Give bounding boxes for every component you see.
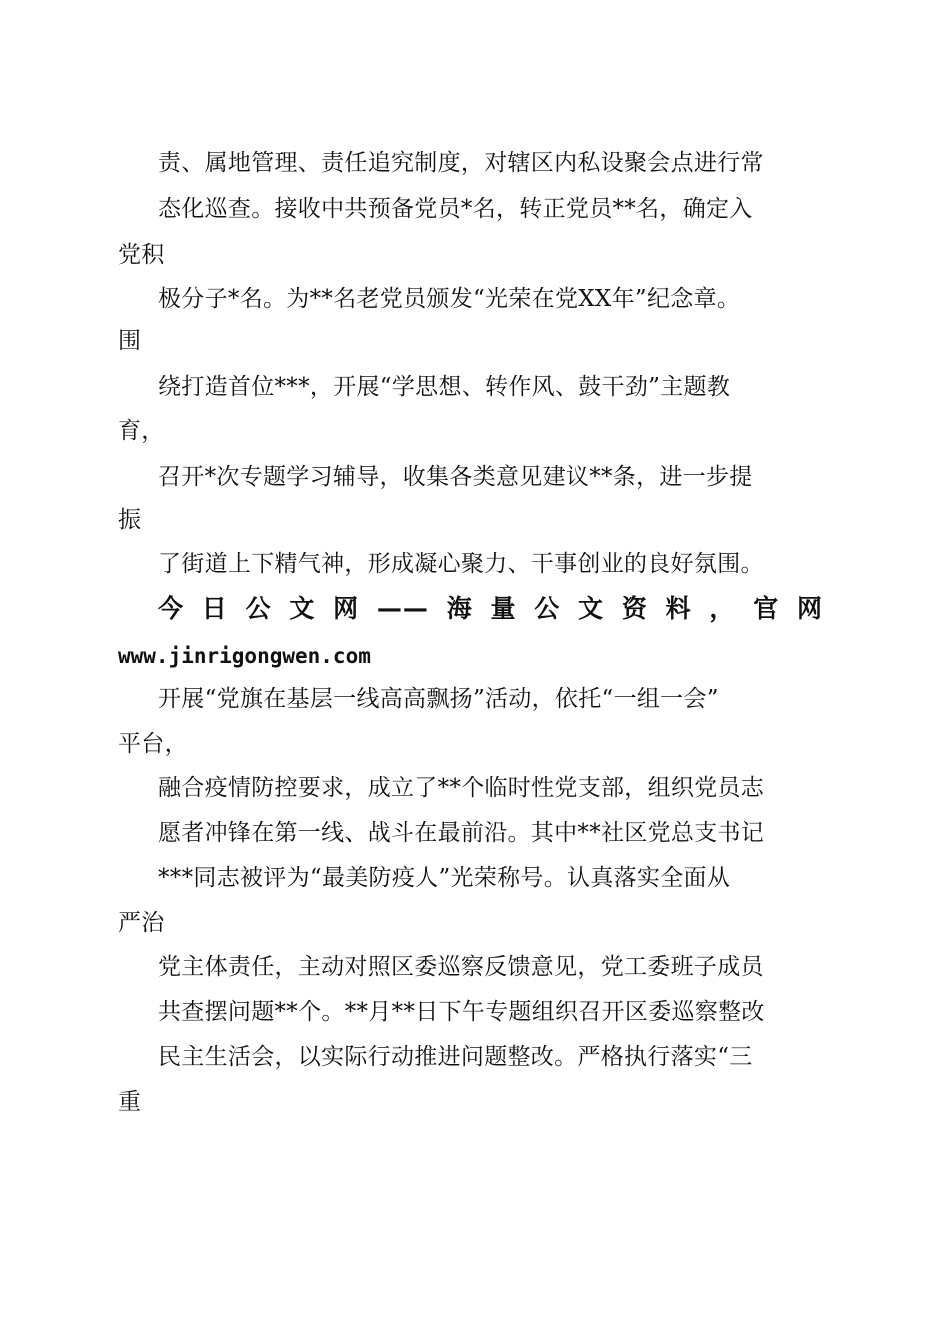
text-line: 民主生活会，以实际行动推进问题整改。严格执行落实“三 <box>158 1044 753 1070</box>
banner-url[interactable]: www.jinrigongwen.com <box>118 644 371 668</box>
text-line: 极分子*名。为**名老党员颁发“光荣在党XX年”纪念章。 <box>158 286 741 312</box>
text-line: 严治 <box>118 910 165 936</box>
text-line: 责、属地管理、责任追究制度，对辖区内私设聚会点进行常 <box>158 150 764 176</box>
text-line: 党积 <box>118 242 165 268</box>
text-line: 愿者冲锋在第一线、战斗在最前沿。其中**社区党总支书记 <box>158 820 765 846</box>
text-line: 召开*次专题学习辅导，收集各类意见建议**条，进一步提 <box>158 464 753 490</box>
text-line: 态化巡查。接收中共预备党员*名，转正党员**名，确定入 <box>158 196 753 222</box>
text-line: 开展“党旗在基层一线高高飘扬”活动，依托“一组一会” <box>158 686 719 712</box>
text-line: ***同志被评为“最美防疫人”光荣称号。认真落实全面从 <box>158 865 731 891</box>
text-line: 围 <box>118 328 142 354</box>
text-line: 融合疫情防控要求，成立了**个临时性党支部，组织党员志 <box>158 775 765 801</box>
text-line: 重 <box>118 1089 142 1115</box>
text-line: 了街道上下精气神，形成凝心聚力、干事创业的良好氛围。 <box>158 551 764 577</box>
banner-title: 今日公文网——海量公文资料，官网 <box>158 594 823 623</box>
text-line: 共查摆问题**个。**月**日下午专题组织召开区委巡察整改 <box>158 999 765 1025</box>
text-line: 平台， <box>118 731 188 757</box>
text-line: 党主体责任，主动对照区委巡察反馈意见，党工委班子成员 <box>158 954 764 980</box>
text-line: 育， <box>118 418 165 444</box>
text-line: 振 <box>118 507 142 533</box>
text-line: 绕打造首位***，开展“学思想、转作风、鼓干劲”主题教 <box>158 374 731 400</box>
